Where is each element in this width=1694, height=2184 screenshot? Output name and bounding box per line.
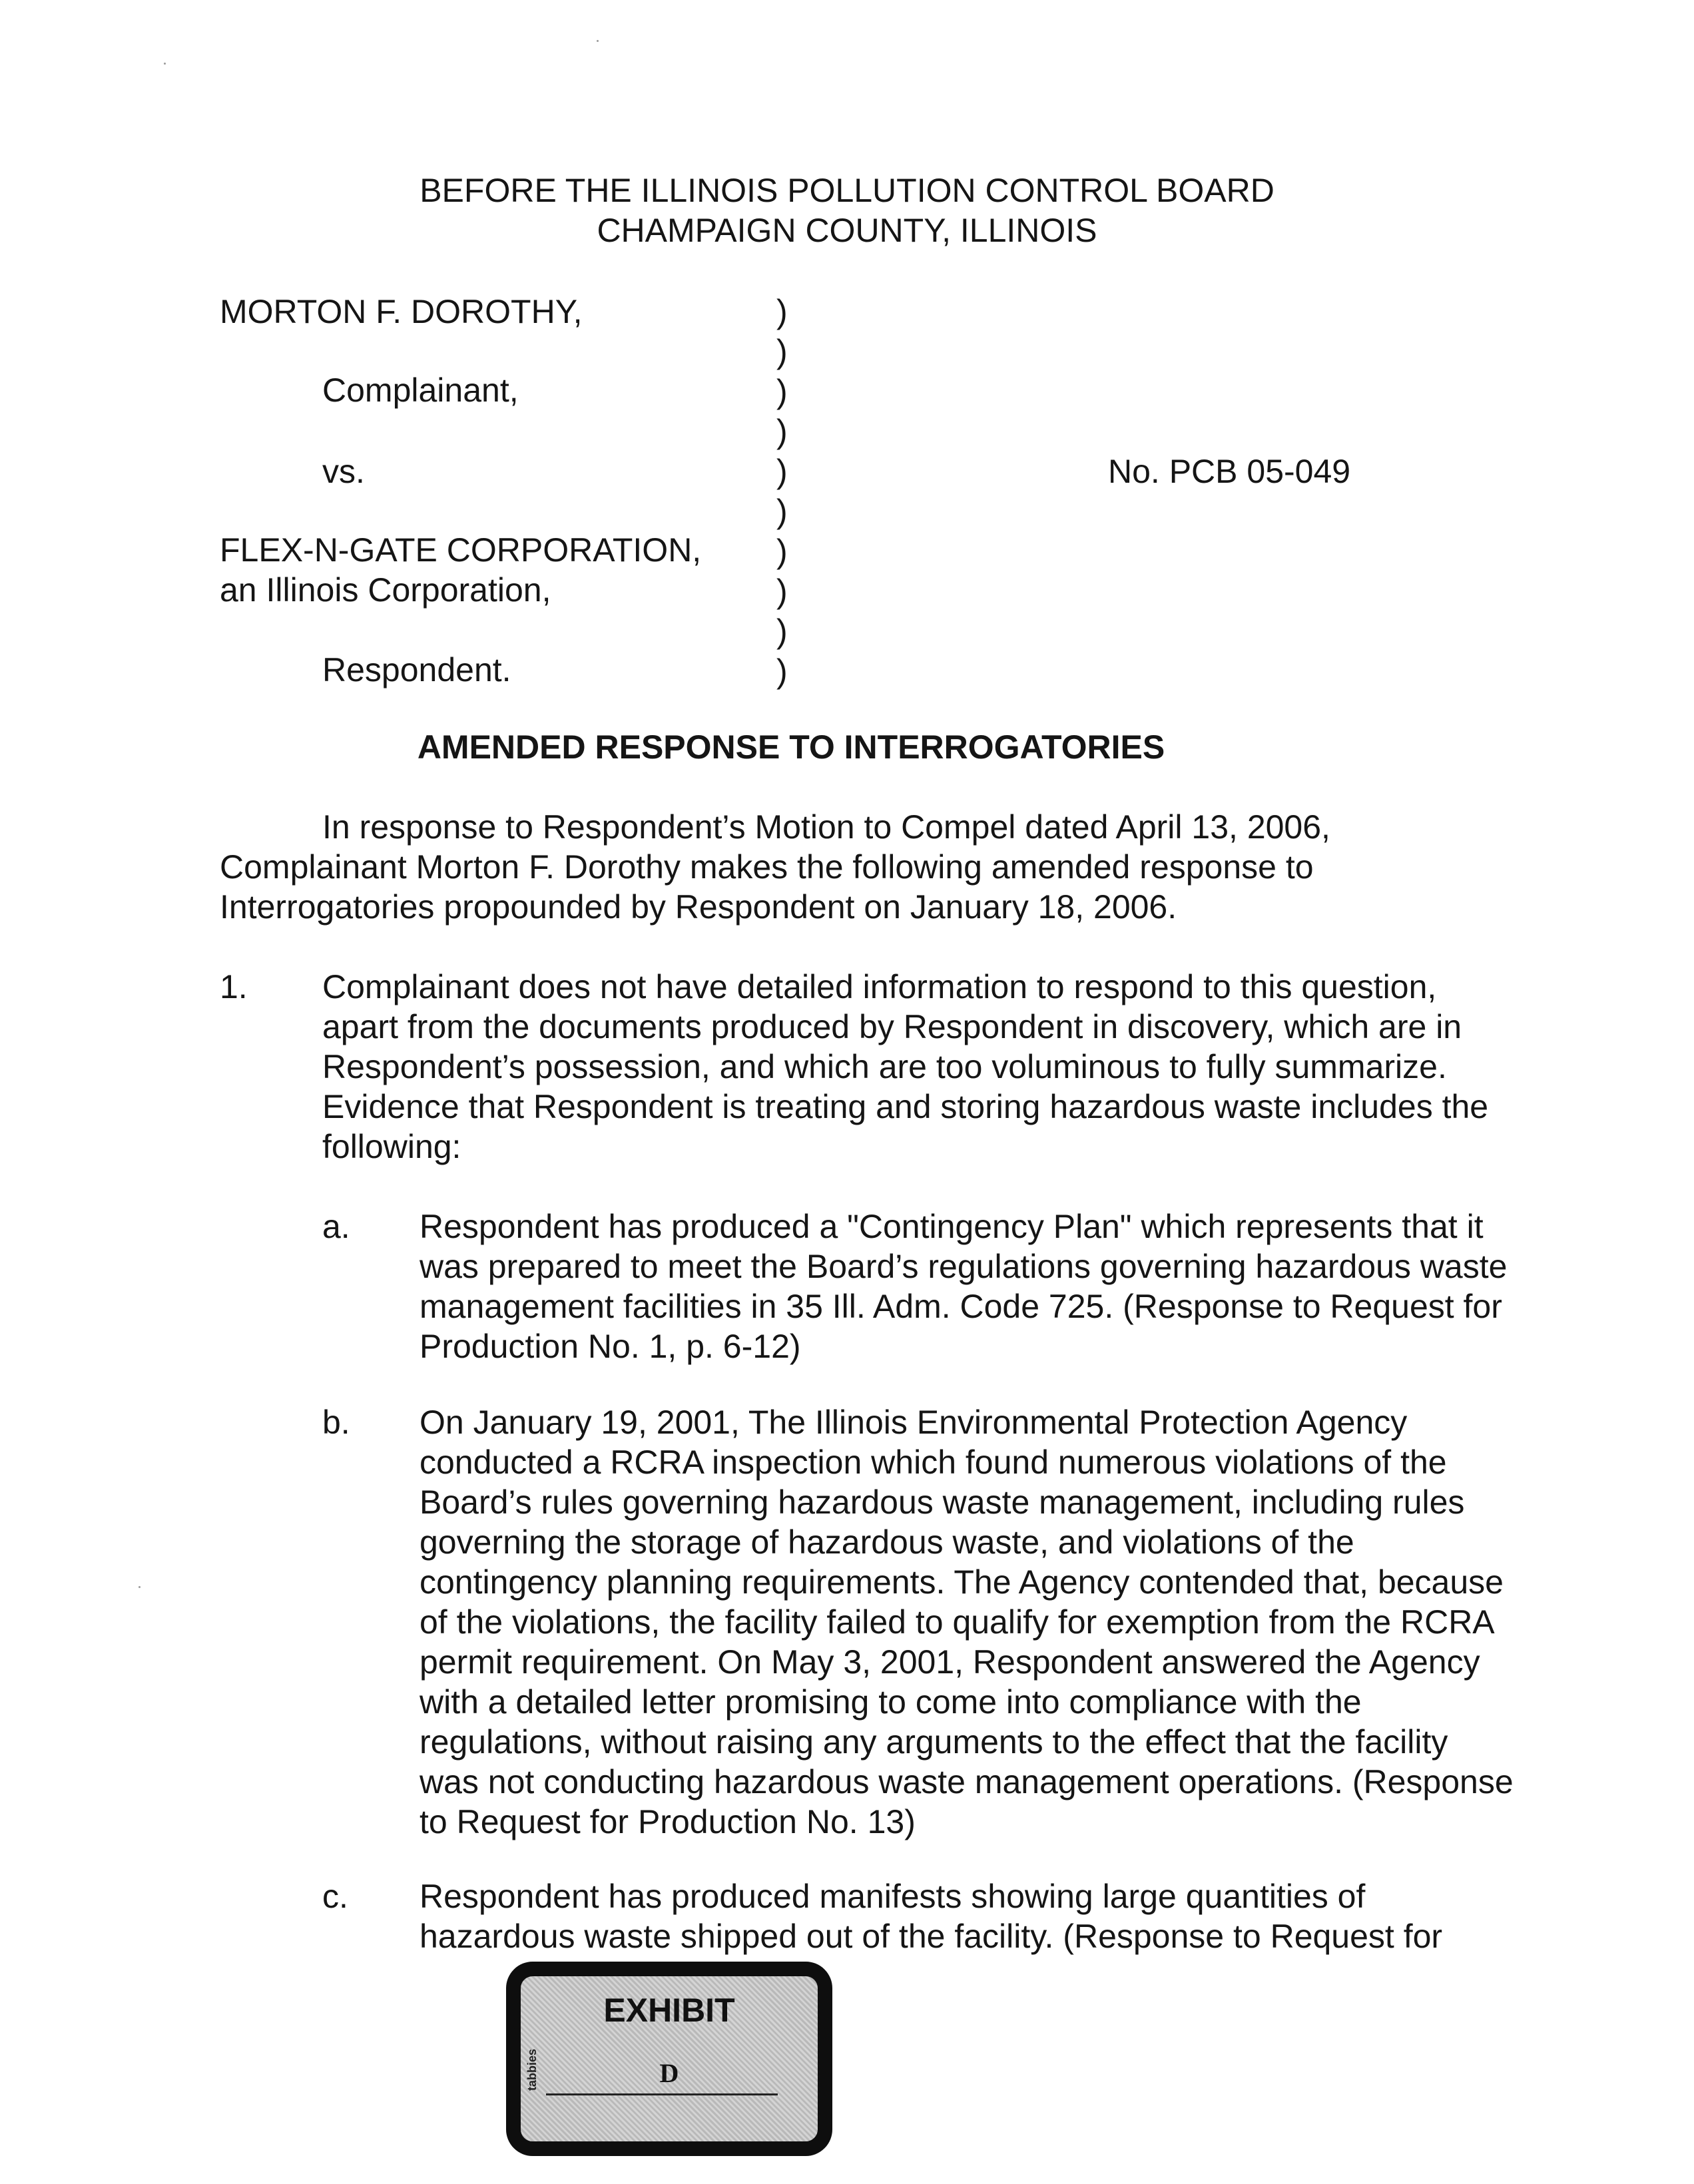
subitem-c-line: hazardous waste shipped out of the facility. (Response to Request for: [420, 1918, 1443, 1955]
item-1-line: following:: [322, 1128, 461, 1165]
scan-speck: [139, 1586, 141, 1588]
intro-line: Interrogatories propounded by Respondent on January 18, 2006.: [220, 888, 1177, 926]
subitem-b-line: regulations, without raising any arguments to the effect that the facility: [420, 1723, 1448, 1761]
subitem-letter: a.: [322, 1208, 350, 1245]
item-1-line: Evidence that Respondent is treating and storing hazardous waste includes the: [322, 1088, 1489, 1125]
subitem-c-line: Respondent has produced manifests showing large quantities of: [420, 1878, 1366, 1915]
sticker-signature-line: [546, 2093, 778, 2095]
subitem-b-line: contingency planning requirements. The Agency contended that, because: [420, 1563, 1504, 1601]
complainant-role: Complainant,: [322, 372, 519, 409]
sticker-brand: tabbies: [525, 2048, 539, 2091]
subitem-a-paragraph: [420, 1207, 1507, 1366]
subitem-b-paragraph: [420, 1402, 1514, 1842]
subitem-b-line: was not conducting hazardous waste management operations. (Response: [420, 1763, 1514, 1800]
intro-line: Complainant Morton F. Dorothy makes the following amended response to: [220, 848, 1314, 886]
county-name: CHAMPAIGN COUNTY, ILLINOIS: [597, 212, 1097, 249]
subitem-b-line: On January 19, 2001, The Illinois Environmental Protection Agency: [420, 1404, 1408, 1441]
subitem-a-line: Production No. 1, p. 6-12): [420, 1328, 801, 1365]
subitem-letter: b.: [322, 1404, 350, 1441]
subitem-a-line: Respondent has produced a "Contingency Plan" which represents that it: [420, 1208, 1484, 1245]
item-1-paragraph: [322, 967, 1488, 1167]
intro-paragraph: [220, 807, 1330, 927]
subitem-b-line: to Request for Production No. 13): [420, 1803, 916, 1840]
caption-paren: ): [776, 293, 788, 330]
court-name: BEFORE THE ILLINOIS POLLUTION CONTROL BOARD: [420, 172, 1274, 209]
subitem-a-line: was prepared to meet the Board’s regulations governing hazardous waste: [420, 1248, 1508, 1285]
sticker-title: EXHIBIT: [603, 1992, 735, 2029]
subitem-b-line: permit requirement. On May 3, 2001, Respondent answered the Agency: [420, 1643, 1480, 1681]
caption-paren: ): [776, 373, 788, 410]
exhibit-letter: D: [659, 2058, 679, 2088]
case-number: No. PCB 05-049: [1108, 453, 1351, 490]
complainant-name: MORTON F. DOROTHY,: [220, 293, 583, 330]
caption-paren: ): [776, 453, 788, 490]
caption-paren: ): [776, 533, 788, 570]
intro-line: In response to Respondent’s Motion to Compel dated April 13, 2006,: [322, 808, 1330, 846]
subitem-c-paragraph: [420, 1876, 1442, 1956]
subitem-letter: c.: [322, 1878, 348, 1915]
scan-speck: [164, 63, 166, 65]
subitem-b-line: with a detailed letter promising to come into compliance with the: [420, 1683, 1362, 1721]
subitem-b-line: governing the storage of hazardous waste, and violations of the: [420, 1523, 1354, 1561]
document-title: AMENDED RESPONSE TO INTERROGATORIES: [417, 728, 1165, 766]
caption-paren: ): [776, 333, 788, 370]
caption-paren: ): [776, 573, 788, 610]
caption-paren: ): [776, 613, 788, 650]
item-1-line: Complainant does not have detailed information to respond to this question,: [322, 968, 1437, 1005]
subitem-a-line: management facilities in 35 Ill. Adm. Code 725. (Response to Request for: [420, 1288, 1502, 1325]
respondent-role: Respondent.: [322, 651, 511, 688]
respondent-description: an Illinois Corporation,: [220, 571, 551, 609]
item-number: 1.: [220, 968, 248, 1005]
caption-paren: ): [776, 413, 788, 450]
scan-speck: [597, 40, 599, 42]
caption-paren: ): [776, 493, 788, 530]
exhibit-sticker: [506, 1962, 832, 2156]
item-1-line: apart from the documents produced by Respondent in discovery, which are in: [322, 1008, 1462, 1045]
item-1-line: Respondent’s possession, and which are too voluminous to fully summarize.: [322, 1048, 1447, 1085]
subitem-b-line: conducted a RCRA inspection which found numerous violations of the: [420, 1444, 1447, 1481]
subitem-b-line: of the violations, the facility failed to qualify for exemption from the RCRA: [420, 1603, 1495, 1641]
caption-paren: ): [776, 653, 788, 690]
respondent-name: FLEX-N-GATE CORPORATION,: [220, 531, 702, 569]
versus-label: vs.: [322, 453, 365, 490]
subitem-b-line: Board’s rules governing hazardous waste management, including rules: [420, 1484, 1465, 1521]
